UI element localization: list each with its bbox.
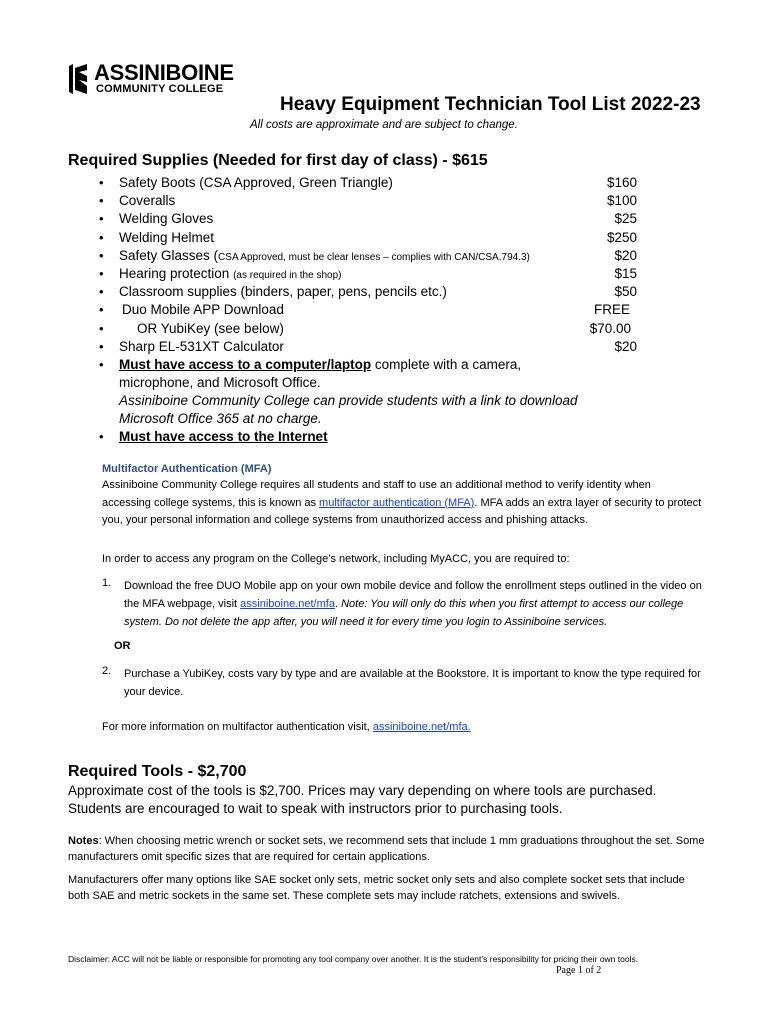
item-price: $70.00: [589, 320, 631, 336]
step-1-note: Note: You will only do this when you first attempt to access our college system. Do not delete the app after, you will need it for every time you login to Assiniboine services.: [124, 598, 684, 628]
item-price: $250: [606, 229, 637, 245]
item-label: Sharp EL-531XT Calculator: [119, 338, 284, 354]
item-label-main: Hearing protection: [119, 265, 234, 281]
item-note: CSA Approved, must be clear lenses – complies with CAN/CSA.794.3): [218, 251, 530, 263]
step-1-sep: .: [334, 598, 342, 610]
list-item: [0, 265, 768, 283]
computer-italic-line1: Assiniboine Community College can provide students with a link to download: [119, 393, 578, 409]
step-2-number: 2.: [102, 665, 112, 677]
mfa-heading: Multifactor Authentication (MFA): [102, 463, 272, 475]
internet-requirement: Must have access to the Internet: [119, 429, 328, 445]
bullet-icon: •: [99, 338, 104, 354]
disclaimer: Disclaimer: ACC will not be liable or responsible for promoting any tool company over another. It is the student’s responsibility for pricing their own tools.: [68, 954, 639, 964]
item-label: Classroom supplies (binders, paper, pens, pencils etc.): [119, 284, 447, 300]
page-number: Page 1 of 2: [556, 965, 602, 976]
item-label-main: Safety Glasses (: [119, 247, 219, 263]
item-price: $20: [614, 338, 637, 354]
item-price: FREE: [593, 302, 630, 318]
item-price: $100: [606, 193, 637, 209]
bullet-icon: •: [99, 229, 104, 245]
bullet-icon: •: [99, 175, 104, 190]
mfa-p1-start: Assiniboine Community College requires all students and staff to use an additional method to verify identity when accessing college systems, this is known as: [102, 479, 651, 509]
page-subtitle: All costs are approximate and are subject to change.: [250, 119, 518, 131]
item-label: Duo Mobile APP Download: [122, 302, 284, 318]
bullet-icon: •: [99, 247, 104, 263]
list-item: [0, 247, 768, 265]
notes-label: Notes: [68, 835, 99, 847]
tools-heading: Required Tools - $2,700: [68, 763, 247, 780]
item-price: $160: [606, 175, 637, 190]
or-label: OR: [114, 640, 131, 652]
bullet-icon: •: [99, 320, 104, 336]
tools-manufacturers: Manufacturers offer many options like SAE socket only sets, metric socket only sets and also complete socket sets that include both SAE and metric sockets in the same set. These complete sets may include ratchets, extensions and swivels.: [68, 874, 685, 902]
item-label: Welding Gloves: [119, 211, 214, 227]
supplies-heading: Required Supplies (Needed for first day of class) - $615: [68, 152, 488, 169]
list-item: [0, 338, 768, 356]
step-1-start: Download the free DUO Mobile app on your own mobile device and follow the enrollment steps outlined in the video on the MFA webpage, visit: [124, 580, 702, 610]
logo-mark-icon: [67, 62, 89, 96]
list-item: [0, 210, 768, 228]
bullet-icon: •: [99, 356, 104, 372]
bullet-icon: •: [99, 429, 104, 445]
item-label: [119, 265, 341, 285]
college-logo: [67, 60, 237, 100]
bullet-icon: •: [99, 265, 104, 281]
item-price: $20: [614, 247, 637, 263]
item-label: Coveralls: [119, 193, 176, 209]
list-item: [0, 320, 768, 338]
item-price: $25: [614, 211, 637, 227]
mfa-p1-end: . MFA adds an extra layer of security to protect you, your personal information and college systems from unauthorized access and phishing attacks.: [102, 496, 702, 526]
step-1-number: 1.: [102, 577, 112, 589]
mfa-webpage-link[interactable]: assiniboine.net/mfa: [240, 598, 335, 610]
computer-italic-line2: Microsoft Office 365 at no charge.: [119, 411, 322, 427]
step-1-text: [124, 577, 704, 631]
mfa-more-info: [102, 719, 702, 737]
computer-bold: Must have access to a computer/laptop: [119, 356, 372, 372]
mfa-paragraph-1: [102, 477, 702, 530]
list-item: [0, 229, 768, 247]
computer-line2: microphone, and Microsoft Office.: [119, 375, 321, 391]
tools-notes: [68, 833, 708, 865]
logo-name: ASSINIBOINE: [94, 60, 234, 85]
list-item: [0, 301, 768, 319]
computer-rest: complete with a camera,: [371, 356, 522, 372]
supplies-list: [0, 174, 768, 446]
mfa-more-link[interactable]: assiniboine.net/mfa.: [372, 721, 471, 733]
page-title: Heavy Equipment Technician Tool List 2022-23: [280, 94, 701, 115]
list-item: [0, 283, 768, 301]
mfa-more-text: For more information on multifactor authentication visit,: [102, 721, 373, 733]
list-item: [0, 192, 768, 210]
computer-requirement: [119, 356, 521, 374]
item-note: (as required in the shop): [233, 269, 342, 281]
item-price: $15: [614, 265, 637, 281]
item-label: Welding Helmet: [119, 229, 215, 245]
mfa-link[interactable]: multifactor authentication (MFA): [319, 496, 475, 509]
bullet-icon: •: [99, 302, 104, 318]
list-item-internet: [0, 428, 768, 446]
item-label: OR YubiKey (see below): [137, 320, 284, 336]
list-item: [0, 174, 768, 192]
item-label: [119, 247, 530, 267]
logo-subname: COMMUNITY COLLEGE: [96, 83, 224, 95]
mfa-paragraph-2: In order to access any program on the College’s network, including MyACC, you are required to:: [102, 553, 570, 565]
item-label: Safety Boots (CSA Approved, Green Triangle): [119, 175, 393, 190]
notes-text: : When choosing metric wrench or socket sets, we recommend sets that include 1 mm graduations throughout the set. Some manufacturers omit specific sizes that are required for certain applications.: [68, 835, 705, 863]
bullet-icon: •: [99, 284, 104, 300]
bullet-icon: •: [99, 211, 104, 227]
list-item-computer: [0, 356, 768, 374]
bullet-icon: •: [99, 193, 104, 209]
item-price: $50: [614, 284, 637, 300]
tools-body: Approximate cost of the tools is $2,700. Prices may vary depending on where tools are purchased. Students are encouraged to wait to speak with instructors prior to purchasing tools.: [68, 783, 657, 816]
step-2-text: Purchase a YubiKey, costs vary by type and are available at the Bookstore. It is important to know the type required for your device.: [124, 668, 701, 698]
